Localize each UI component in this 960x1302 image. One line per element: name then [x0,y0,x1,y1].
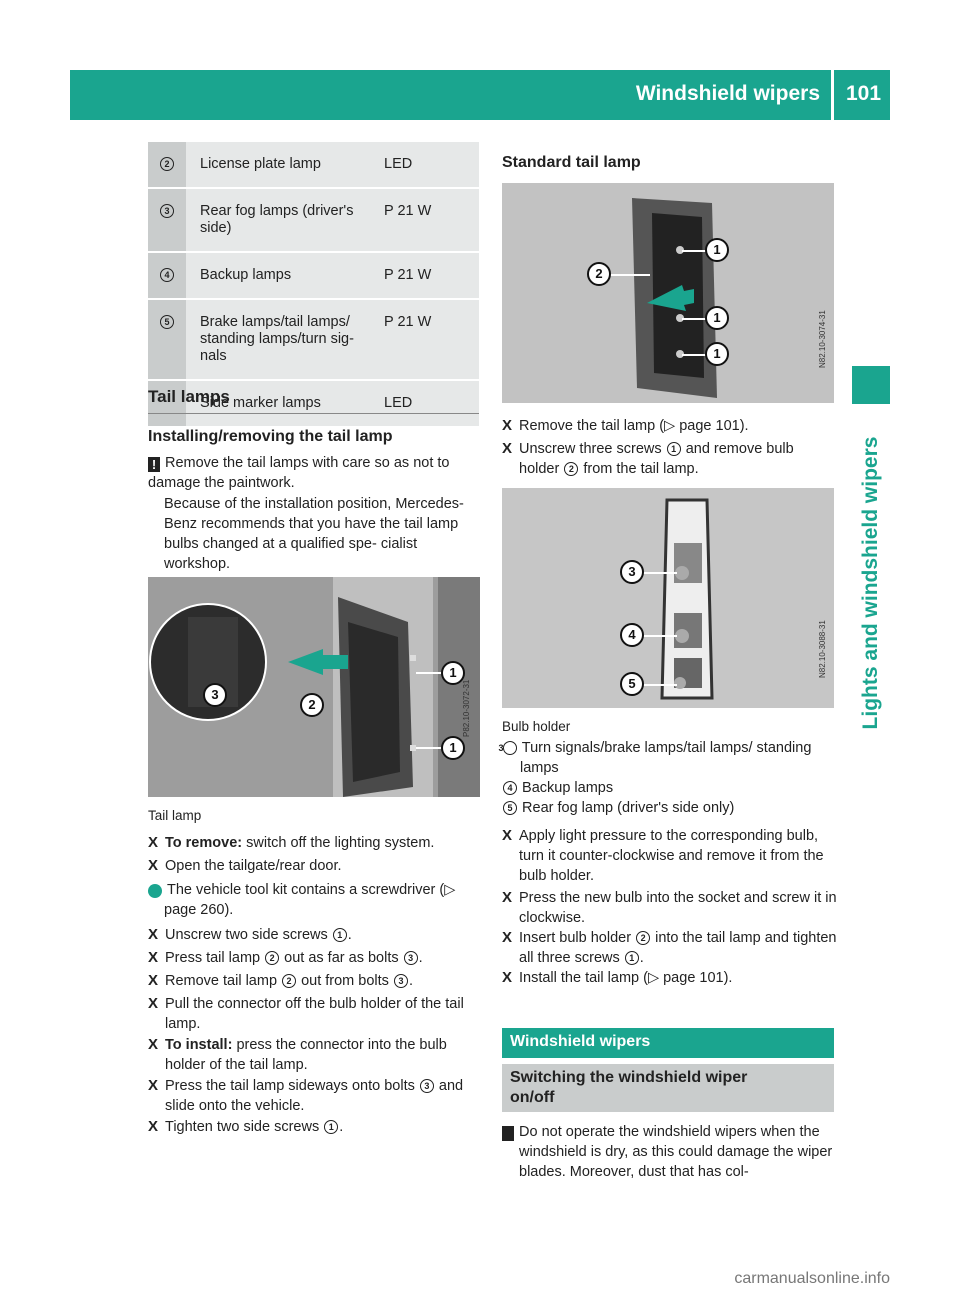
standard-tail-lamp-illustration [502,183,834,403]
tail-lamp-photo: 1 1 2 3 P82.10-3072-31 [148,577,480,797]
heading-rule [148,413,479,414]
callout-number: 2 [160,157,174,171]
section-bar-title: Windshield wipers [510,1033,651,1050]
side-tab-marker [852,366,890,404]
bulb-holder-photo: 3 4 5 N82.10-3088-31 [502,488,834,708]
lamp-name: License plate lamp [186,142,370,188]
instruction-step: X Press the tail lamp sideways onto bolts 3 and slide onto the vehicle. [148,1077,464,1114]
image-caption: Bulb holder [502,719,571,734]
page-number: 101 [846,82,882,105]
instruction-step: X Press the new bulb into the socket and screw it in clockwise. [502,889,837,926]
instruction-step: X Pull the connector off the bulb holder of the tail lamp. [148,995,464,1032]
instruction-step: X Tighten two side screws 1 . [148,1118,344,1135]
instruction-step: X Remove the tail lamp (▷ page 101). [502,417,749,434]
image-code: N82.10-3088-31 [818,620,827,678]
subsection-heading: Installing/removing the tail lamp [148,428,393,445]
side-tab-label: Lights and windshield wipers [859,436,882,729]
subsection-bar [502,1064,834,1112]
footer-watermark: carmanualsonline.info [734,1270,890,1287]
subsection-title: Switching the windshield wiper on/off [510,1069,748,1106]
tail-lamp-illustration [148,577,480,797]
bulb-table [148,142,479,428]
callout-number: 5 [160,315,174,329]
section-heading: Standard tail lamp [502,154,641,171]
warning-icon: ! [148,457,160,472]
legend-item: 3 Turn signals/brake lamps/tail lamps/ standing lamps [498,740,812,776]
bulb-type: LED [370,380,479,427]
section-bar [502,1028,834,1058]
lamp-name: Brake lamps/tail lamps/ standing lamps/turn sig- nals [186,299,370,380]
table-row [148,142,479,188]
table-row [148,252,479,299]
instruction-step: X Apply light pressure to the corresponding bulb, turn it counter-clockwise and remove it from the bulb holder. [502,827,824,884]
info-note: i The vehicle tool kit contains a screwdriver (▷ page 260). [145,882,456,918]
bulb-holder-illustration [502,488,834,708]
running-header-title: Windshield wipers [635,82,820,105]
section-heading: Tail lamps [148,387,230,406]
image-code: P82.10-3072-31 [462,679,471,737]
bulb-type: P 21 W [370,252,479,299]
instruction-step: X To remove: switch off the lighting system. [148,834,435,851]
callout-number: 3 [160,204,174,218]
table-row [148,299,479,380]
side-tab [852,410,890,755]
instruction-step: X Insert bulb holder 2 into the tail lamp and tighten all three screws 1 . [502,929,837,966]
info-icon: i [148,884,162,898]
instruction-step: X Install the tail lamp (▷ page 101). [502,969,733,986]
warning-note: ! Do not operate the windshield wipers when the windshield is dry, as this could damage the wiper blades. Moreover, dust that has col- [497,1124,833,1180]
warning-note [148,453,481,493]
header-divider [831,70,834,120]
warning-note-continued: Because of the installation position, Mercedes-Benz recommends that you have the tail lamp bulbs changed at a qualified spe- cialist workshop. [164,496,464,572]
bulb-type: LED [370,142,479,188]
instruction-step: X To install: press the connector into the bulb holder of the tail lamp. [148,1036,447,1073]
warning-text: Remove the tail lamps with care so as not to damage the paintwork. [148,455,450,491]
instruction-step: X Remove tail lamp 2 out from bolts 3 . [148,972,413,989]
lamp-name: Rear fog lamps (driver's side) [186,188,370,252]
instruction-step: X Open the tailgate/rear door. [148,857,342,874]
legend-item: 5 Rear fog lamp (driver's side only) [502,798,822,818]
lamp-name: Side marker lamps [186,380,370,427]
lamp-name: Backup lamps [186,252,370,299]
instruction-step: X Unscrew three screws 1 and remove bulb holder 2 from the tail lamp. [502,440,794,477]
bulb-type: P 21 W [370,188,479,252]
callout-number: 4 [160,268,174,282]
table-row [148,188,479,252]
warning-icon: ! [502,1126,514,1141]
instruction-step: X Unscrew two side screws 1 . [148,926,352,943]
image-caption: Tail lamp [148,808,202,823]
image-code: N82.10-3074-31 [818,310,827,368]
legend-item: 4 Backup lamps [502,778,822,798]
bulb-type: P 21 W [370,299,479,380]
instruction-step: X Press tail lamp 2 out as far as bolts 3 . [148,949,423,966]
standard-tail-lamp-photo: 1 1 1 2 N82.10-3074-31 [502,183,834,403]
